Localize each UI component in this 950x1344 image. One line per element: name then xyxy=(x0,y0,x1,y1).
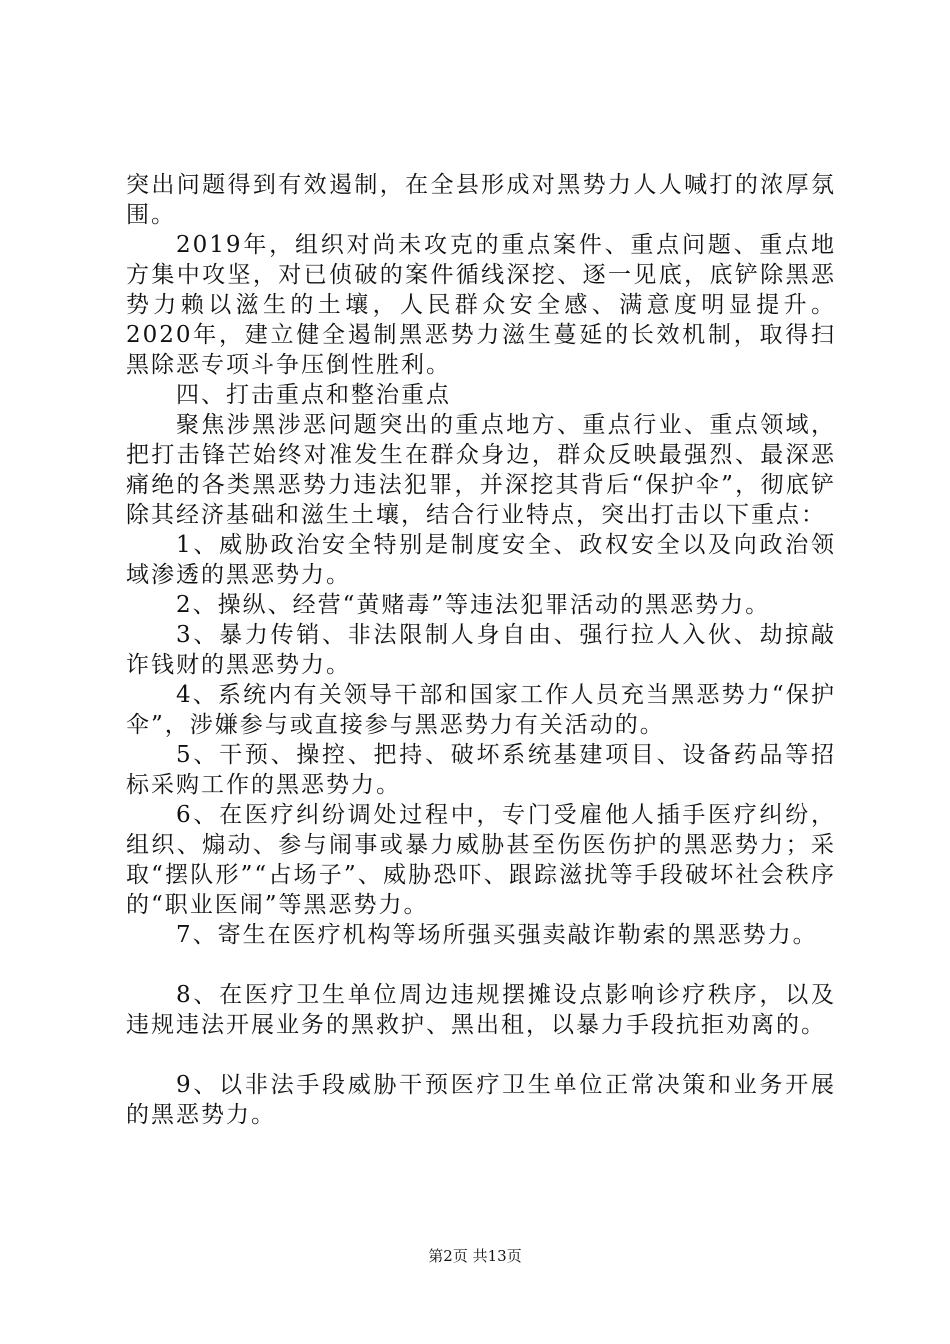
list-item-7: 7、寄生在医疗机构等场所强买强卖敲诈勒索的黑恶势力。 xyxy=(176,922,818,948)
list-item-5: 5、干预、操控、把持、破坏系统基建项目、设备药品等招标采购工作的黑恶势力。 xyxy=(126,742,836,798)
list-item-9: 9、以非法手段威胁干预医疗卫生单位正常决策和业务开展的黑恶势力。 xyxy=(126,1072,836,1128)
list-item-1: 1、威胁政治安全特别是制度安全、政权安全以及向政治领域渗透的黑恶势力。 xyxy=(126,532,836,588)
list-item-6: 6、在医疗纠纷调处过程中，专门受雇他人插手医疗纠纷，组织、煽动、参与闹事或暴力威胁甚至伤医伤护的黑恶势力；采取“摆队形”“占场子”、威胁恐吓、跟踪滋扰等手段破坏社会秩序的“职业医闹”等黑恶势力。 xyxy=(126,802,836,918)
list-item-8: 8、在医疗卫生单位周边违规摆摊设点影响诊疗秩序，以及违规违法开展业务的黑救护、黑出租，以暴力手段抗拒劝离的。 xyxy=(126,982,836,1038)
list-item-3: 3、暴力传销、非法限制人身自由、强行拉人入伙、劫掠敲诈钱财的黑恶势力。 xyxy=(126,622,836,678)
page-number-footer: 第2页 共13页 xyxy=(428,1247,522,1265)
list-item-2: 2、操纵、经营“黄赌毒”等违法犯罪活动的黑恶势力。 xyxy=(176,592,771,618)
paragraph-focus: 聚焦涉黑涉恶问题突出的重点地方、重点行业、重点领域，把打击锋芒始终对准发生在群众身边，群众反映最强烈、最深恶痛绝的各类黑恶势力违法犯罪，并深挖其背后“保护伞”，彻底铲除其经济基础和滋生土壤，结合行业特点，突出打击以下重点： xyxy=(126,412,836,528)
paragraph-timeline: 2019年，组织对尚未攻克的重点案件、重点问题、重点地方集中攻坚，对已侦破的案件循线深挖、逐一见底，底铲除黑恶势力赖以滋生的土壤，人民群众安全感、满意度明显提升。2020年，建立健全遏制黑恶势力滋生蔓延的长效机制，取得扫黑除恶专项斗争压倒性胜利。 xyxy=(126,232,836,378)
paragraph-continuation: 突出问题得到有效遏制，在全县形成对黑势力人人喊打的浓厚氛围。 xyxy=(126,172,836,228)
section-heading: 四、打击重点和整治重点 xyxy=(176,382,451,408)
list-item-4: 4、系统内有关领导干部和国家工作人员充当黑恶势力“保护伞”，涉嫌参与或直接参与黑恶势力有关活动的。 xyxy=(126,682,836,738)
document-body xyxy=(126,170,836,1130)
